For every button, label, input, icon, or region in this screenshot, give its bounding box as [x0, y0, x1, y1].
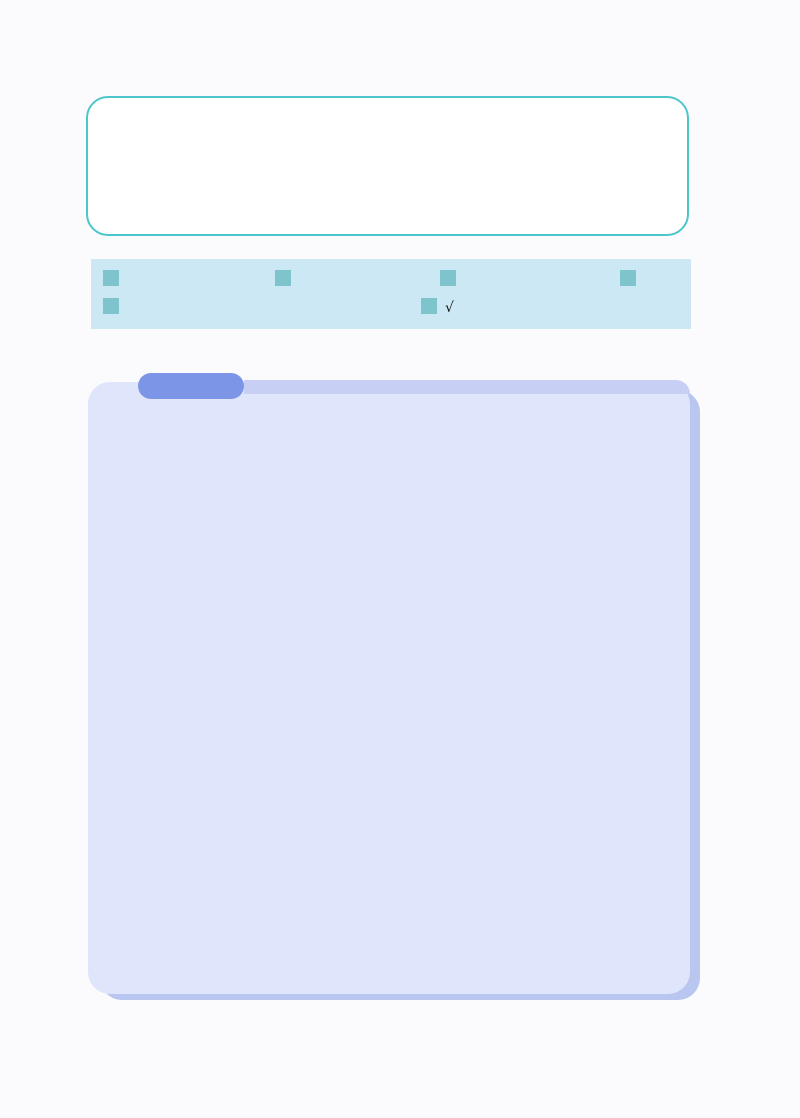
top-exercise-box — [86, 96, 689, 236]
answer-3 — [440, 270, 464, 288]
answer-1 — [103, 270, 127, 288]
answer-6: √ — [421, 298, 454, 316]
page-footer — [91, 1038, 105, 1054]
exercise-panel — [88, 382, 690, 994]
answer-4 — [620, 270, 644, 288]
exercise-title-tab — [138, 373, 244, 399]
answer-5 — [103, 298, 127, 316]
answer-2 — [275, 270, 299, 288]
answer-band — [91, 259, 691, 329]
exercise-tab-band — [244, 380, 690, 394]
